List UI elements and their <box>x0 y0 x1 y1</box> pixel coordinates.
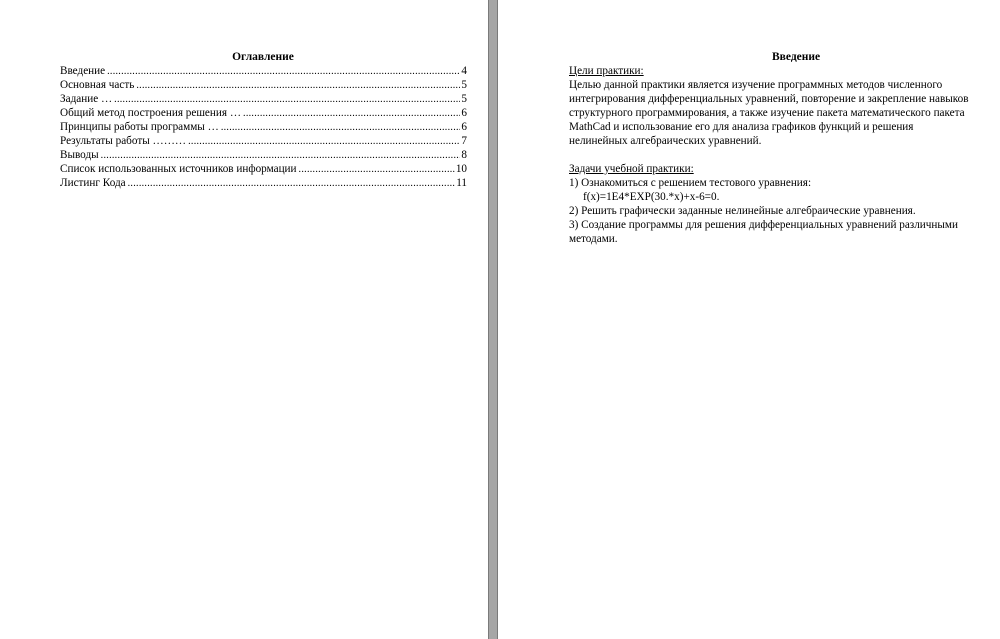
table-of-contents <box>60 64 467 190</box>
toc-entry[interactable] <box>60 162 467 176</box>
task-item: 2) Решить графически заданные нелинейные алгебраические уравнения. <box>569 205 916 217</box>
toc-page-number: 6 <box>461 121 467 133</box>
toc-entry[interactable] <box>60 120 467 134</box>
test-equation-formula: f(x)=1E4*EXP(30.*x)+x-6=0. <box>583 191 720 203</box>
toc-page-number: 4 <box>461 65 467 77</box>
task-item: 3) Создание программы для решения дифференциальных уравнений различными методами. <box>569 219 958 245</box>
toc-entry-label: Задание … <box>60 93 113 105</box>
toc-page-number: 7 <box>461 135 467 147</box>
toc-page-number: 11 <box>456 177 467 189</box>
tasks-list <box>569 176 974 246</box>
toc-title: Оглавление <box>232 51 294 63</box>
toc-entry-label: Общий метод построения решения … <box>60 107 242 119</box>
toc-page-number: 5 <box>461 93 467 105</box>
toc-page-number: 6 <box>461 107 467 119</box>
task-item: 1) Ознакомиться с решением тестового уравнения: <box>569 177 812 189</box>
toc-dot-leader <box>188 135 460 149</box>
toc-dot-leader <box>136 79 460 93</box>
toc-entry[interactable] <box>60 78 467 92</box>
toc-entry[interactable] <box>60 176 467 190</box>
toc-entry-label: Выводы <box>60 149 99 161</box>
toc-dot-leader <box>101 149 461 163</box>
toc-page-number: 5 <box>461 79 467 91</box>
toc-entry-label: Результаты работы ……… <box>60 135 187 147</box>
paragraph-spacer <box>569 148 974 162</box>
goals-caption: Цели практики: <box>569 65 644 77</box>
toc-entry[interactable] <box>60 64 467 78</box>
toc-dot-leader <box>114 93 460 107</box>
toc-dot-leader <box>128 177 456 191</box>
toc-entry[interactable] <box>60 92 467 106</box>
goals-paragraph: Целью данной практики является изучение программных методов численного интегрирования дифференциальных уравнений, повторение и закрепление навыков структурного программирования, а также изучение пакета математического пакета MathCad и использование его для анализа графиков функций и решения нелинейных алгебраических уравнений. <box>569 79 969 147</box>
toc-entry[interactable] <box>60 134 467 148</box>
toc-dot-leader <box>221 121 461 135</box>
tasks-caption: Задачи учебной практики: <box>569 163 694 175</box>
toc-entry-label: Принципы работы программы … <box>60 121 219 133</box>
toc-page-number: 8 <box>461 149 467 161</box>
intro-section <box>569 64 974 246</box>
toc-entry-label: Основная часть <box>60 79 135 91</box>
toc-entry-label: Список использованных источников информации <box>60 163 297 175</box>
toc-entry[interactable] <box>60 106 467 120</box>
toc-entry[interactable] <box>60 148 467 162</box>
toc-dot-leader <box>299 163 455 177</box>
toc-entry-label: Листинг Кода <box>60 177 126 189</box>
toc-dot-leader <box>243 107 460 121</box>
toc-entry-label: Введение <box>60 65 106 77</box>
toc-dot-leader <box>107 65 460 79</box>
toc-page-number: 10 <box>455 163 467 175</box>
